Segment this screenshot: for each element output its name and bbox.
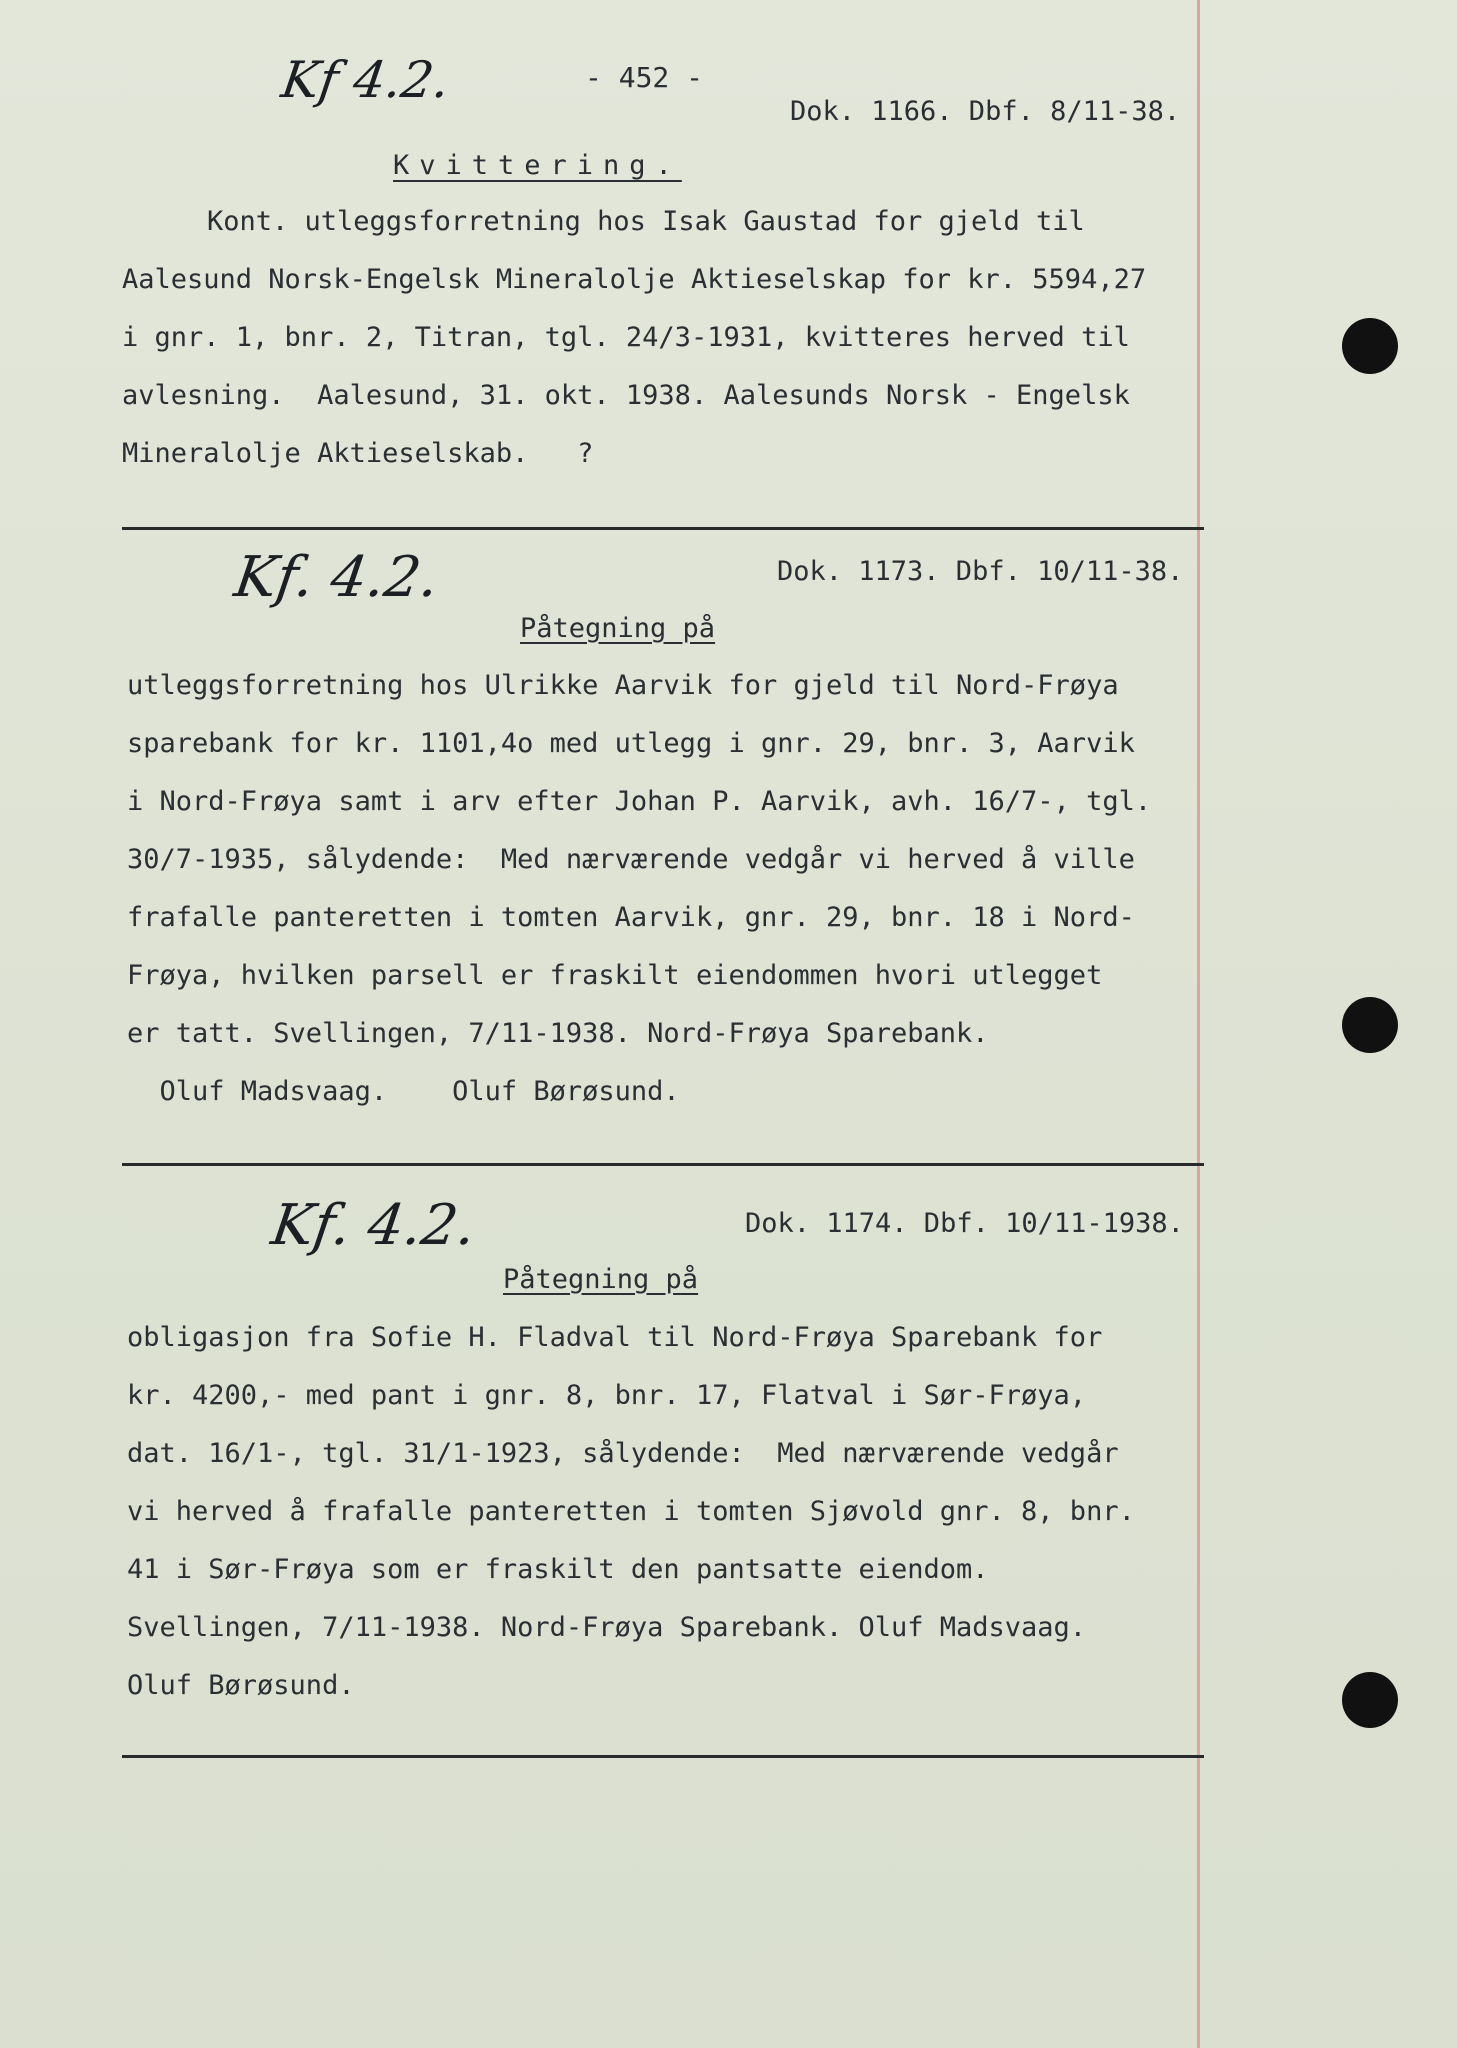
text-line: dat. 16/1-, tgl. 31/1-1923, sålydende: Med nærværende vedgår [127,1438,1119,1469]
handwritten-note: Kf. 4.2. [267,1193,480,1258]
text-line: Frøya, hvilken parsell er fraskilt eiendommen hvori utlegget [127,960,1103,991]
punch-hole-icon [1342,318,1398,374]
text-line: er tatt. Svellingen, 7/11-1938. Nord-Frøya Sparebank. [127,1018,989,1049]
page-number: - 452 - [585,61,704,94]
red-margin-line [1197,0,1200,2048]
text-line: i Nord-Frøya samt i arv efter Johan P. Aarvik, avh. 16/7-, tgl. [127,786,1152,817]
text-line: Kont. utleggsforretning hos Isak Gaustad for gjeld til [207,206,1085,237]
text-line: i gnr. 1, bnr. 2, Titran, tgl. 24/3-1931, kvitteres herved til [122,322,1130,353]
text-line: Mineralolje Aktieselskab. ? [122,438,594,469]
section-heading: Påtegning på [520,613,716,644]
handwritten-note: Kf 4.2. [277,51,454,109]
text-line: sparebank for kr. 1101,4o med utlegg i gnr. 29, bnr. 3, Aarvik [127,728,1135,759]
doc-reference: Dok. 1166. Dbf. 8/11-38. [790,96,1181,127]
text-line: 41 i Sør-Frøya som er fraskilt den pantsatte eiendom. [127,1554,989,1585]
text-line: Aalesund Norsk-Engelsk Mineralolje Aktieselskap for kr. 5594,27 [122,264,1147,295]
section-heading: Kvittering. [393,150,682,181]
section-divider [122,1755,1204,1758]
doc-reference: Dok. 1174. Dbf. 10/11-1938. [745,1208,1184,1239]
punch-hole-icon [1342,997,1398,1053]
text-line: avlesning. Aalesund, 31. okt. 1938. Aalesunds Norsk - Engelsk [122,380,1130,411]
text-line: Oluf Madsvaag. Oluf Børøsund. [127,1076,680,1107]
handwritten-note: Kf. 4.2. [230,545,443,610]
text-line: 30/7-1935, sålydende: Med nærværende vedgår vi herved å ville [127,844,1135,875]
punch-hole-icon [1342,1672,1398,1728]
text-line: kr. 4200,- med pant i gnr. 8, bnr. 17, Flatval i Sør-Frøya, [127,1380,1087,1411]
text-line: Oluf Børøsund. [127,1670,355,1701]
text-line: vi herved å frafalle panteretten i tomten Sjøvold gnr. 8, bnr. [127,1496,1135,1527]
section-heading: Påtegning på [503,1264,699,1295]
text-line: utleggsforretning hos Ulrikke Aarvik for gjeld til Nord-Frøya [127,670,1119,701]
text-line: frafalle panteretten i tomten Aarvik, gnr. 29, bnr. 18 i Nord- [127,902,1135,933]
section-divider [122,527,1204,530]
text-line: Svellingen, 7/11-1938. Nord-Frøya Sparebank. Oluf Madsvaag. [127,1612,1087,1643]
text-line: obligasjon fra Sofie H. Fladval til Nord-Frøya Sparebank for [127,1322,1103,1353]
section-divider [122,1163,1204,1166]
doc-reference: Dok. 1173. Dbf. 10/11-38. [777,556,1184,587]
